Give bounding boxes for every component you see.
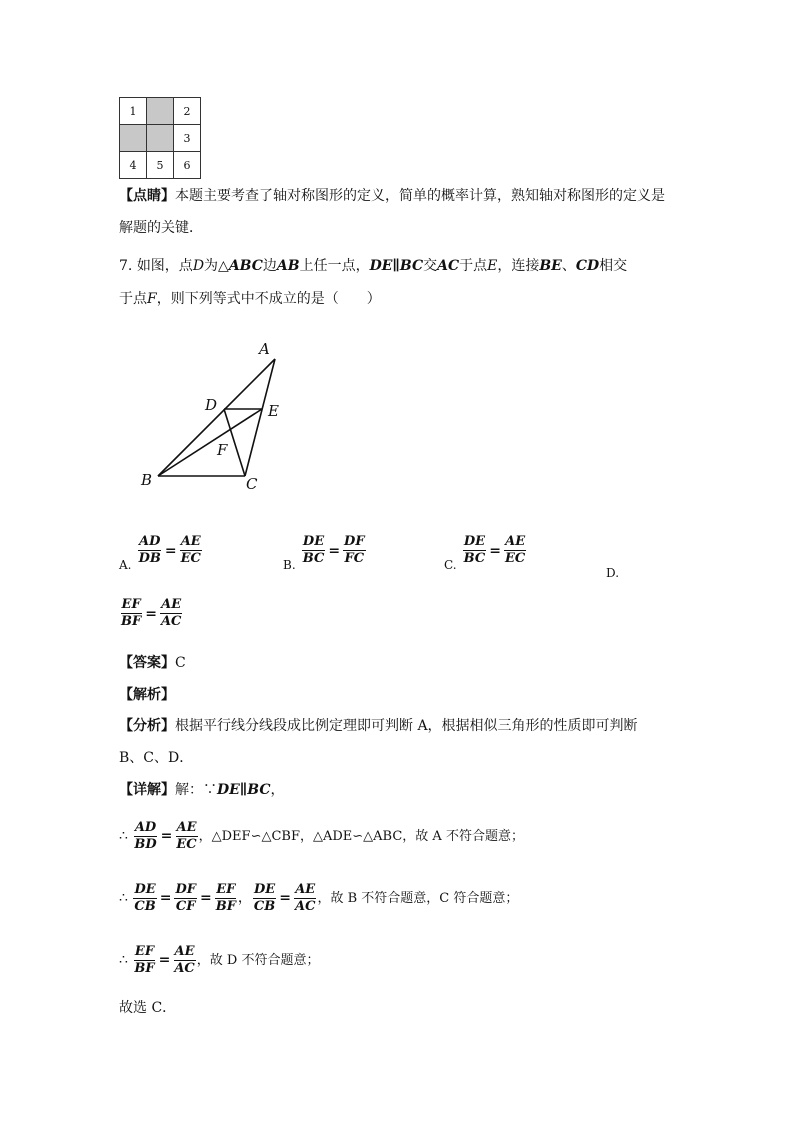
detail-condition: DE∥BC (217, 782, 271, 798)
option-a-label: A. (119, 558, 132, 572)
equals-sign: = (145, 605, 157, 622)
option-d[interactable] (119, 597, 183, 630)
frac-num: AE (295, 881, 316, 897)
frac-num: AE (161, 597, 182, 612)
frac-num: DF (344, 534, 365, 549)
label-a: A (259, 340, 270, 358)
detail-step-3 (119, 939, 319, 982)
detail-text: 解：∵ (175, 782, 217, 798)
fenxi-line-1 (119, 716, 638, 736)
frac-den: BD (134, 836, 157, 852)
fraction (215, 882, 237, 915)
frac-num: AE (505, 534, 526, 549)
frac-den: BC (463, 551, 486, 566)
frac-den: CB (253, 898, 276, 914)
fenxi-line-2 (119, 748, 193, 768)
option-c[interactable] (444, 534, 527, 572)
comment-text-2: 解题的关键． (119, 220, 203, 236)
fraction (133, 944, 155, 977)
final-answer-line (119, 998, 176, 1018)
frac-den: EC (504, 551, 526, 566)
q-segment-be: BE (539, 258, 562, 274)
q-segment-ab: AB (276, 258, 300, 274)
fraction (174, 882, 197, 915)
grid-cell-5: 5 (147, 152, 174, 179)
answer-value: C (175, 655, 186, 671)
question-line-2 (119, 289, 381, 309)
frac-num: DE (254, 881, 276, 897)
label-f: F (217, 441, 228, 459)
detail-comma: ， (270, 782, 285, 798)
frac-den: AC (174, 960, 195, 976)
therefore-symbol: ∴ (119, 952, 128, 968)
equals-sign: = (199, 890, 212, 906)
detail-step-2 (119, 877, 518, 920)
equals-sign: = (158, 952, 171, 968)
q-text: ，连接 (497, 258, 540, 274)
option-a[interactable] (119, 534, 203, 572)
fenxi-text-2: B、C、D． (119, 750, 194, 766)
frac-den: EC (176, 836, 197, 852)
detail-step-2-text: ，故 B 不符合题意，C 符合题意； (317, 891, 519, 906)
q-text: 边 (262, 258, 277, 274)
comment-line-2 (119, 218, 203, 238)
label-d: D (205, 396, 218, 414)
q-text: 如图，点 (136, 258, 193, 274)
therefore-symbol: ∴ (119, 890, 128, 906)
q-text: 相交 (599, 258, 628, 274)
q-triangle: △ABC (218, 258, 263, 274)
grid-cell-shaded (147, 98, 174, 125)
q-text: 于点 (459, 258, 488, 274)
question-line-1 (119, 256, 627, 276)
equals-sign: = (328, 542, 341, 559)
equals-sign: = (159, 890, 172, 906)
q-point-d: D (192, 258, 205, 274)
fraction (175, 820, 197, 853)
question-number: 7. (119, 258, 133, 274)
q-text: 于点 (119, 291, 147, 307)
q-segment-cd: CD (575, 258, 600, 274)
frac-num: DE (302, 534, 325, 549)
detail-line (119, 780, 284, 800)
fraction (343, 534, 366, 567)
grid-cell-1: 1 (120, 98, 147, 125)
q-text: 交 (423, 258, 438, 274)
detail-step-1 (119, 815, 524, 858)
fraction (133, 820, 157, 853)
q-segment-ac: AC (437, 258, 460, 274)
frac-den: DB (138, 551, 161, 566)
grid-cell-6: 6 (174, 152, 201, 179)
frac-num: EF (216, 881, 236, 897)
frac-den: BC (302, 551, 325, 566)
frac-den: BF (215, 898, 236, 914)
answer-tag: 【答案】 (119, 655, 175, 671)
therefore-symbol: ∴ (119, 828, 128, 844)
option-b-label: B. (283, 558, 296, 572)
detail-comma: ， (237, 890, 252, 906)
option-d-label: D. (606, 566, 620, 580)
q-point-e: E (487, 258, 498, 274)
frac-den: EC (180, 551, 201, 566)
frac-num: AE (180, 534, 201, 549)
frac-num: AE (176, 819, 197, 835)
label-c: C (246, 475, 258, 493)
number-grid (119, 97, 201, 179)
q-point-f: F (147, 291, 157, 307)
fraction (173, 944, 195, 977)
comment-tag: 【点睛】 (119, 188, 175, 204)
segment-be (158, 409, 262, 476)
grid-cell-4: 4 (120, 152, 147, 179)
fenxi-text-1: 根据平行线分线段成比例定理即可判断 A，根据相似三角形的性质即可判断 (175, 718, 638, 734)
label-b: B (141, 471, 153, 489)
q-parallel: DE∥BC (369, 258, 424, 274)
equals-sign: = (160, 828, 173, 844)
fraction (180, 534, 202, 567)
grid-cell-shaded (120, 125, 147, 152)
frac-den: CB (134, 898, 156, 914)
frac-den: AC (160, 614, 182, 629)
fraction (463, 534, 487, 567)
fraction (294, 882, 316, 915)
frac-num: AD (134, 819, 157, 835)
equals-sign: = (489, 542, 501, 559)
fraction (302, 534, 326, 567)
analysis-tag: 【解析】 (119, 687, 175, 703)
frac-den: FC (344, 551, 365, 566)
q-text: 为 (204, 258, 219, 274)
fraction (253, 882, 276, 915)
frac-num: DE (134, 881, 156, 897)
detail-tag: 【详解】 (119, 782, 175, 798)
frac-den: CF (175, 898, 196, 914)
analysis-heading (119, 685, 175, 705)
option-d-label-wrap[interactable] (606, 562, 619, 581)
label-e: E (268, 402, 279, 420)
frac-den: BF (121, 614, 142, 629)
detail-step-1-text: ，△DEF∽△CBF，△ADE∽△ABC，故 A 不符合题意； (198, 829, 524, 844)
fraction (504, 534, 526, 567)
fraction (138, 534, 162, 567)
frac-num: AD (139, 534, 161, 549)
grid-cell-2: 2 (174, 98, 201, 125)
comment-text-1: 本题主要考查了轴对称图形的定义，简单的概率计算，熟知轴对称图形的定义是 (175, 188, 665, 204)
frac-num: DE (463, 534, 486, 549)
fraction (133, 882, 156, 915)
frac-den: BF (134, 960, 155, 976)
triangle-figure (130, 335, 300, 500)
fenxi-tag: 【分析】 (119, 718, 175, 734)
frac-num: DF (175, 881, 196, 897)
q-text: ，则下列等式中不成立的是（ ） (156, 291, 381, 307)
frac-den: AC (295, 898, 316, 914)
frac-num: EF (121, 597, 141, 612)
final-answer-text: 故选 C． (119, 1000, 177, 1016)
option-c-label: C. (444, 558, 457, 572)
fraction (120, 597, 142, 630)
answer-line (119, 653, 186, 673)
q-text: 上任一点， (299, 258, 370, 274)
comment-line-1 (119, 186, 665, 206)
frac-num: AE (174, 943, 195, 959)
fraction (160, 597, 182, 630)
detail-step-3-text: ，故 D 不符合题意； (196, 953, 320, 968)
q-text: 、 (561, 258, 576, 274)
frac-num: EF (134, 943, 155, 959)
option-b[interactable] (283, 534, 367, 572)
grid-cell-3: 3 (174, 125, 201, 152)
equals-sign: = (279, 890, 291, 906)
grid-cell-shaded (147, 125, 174, 152)
equals-sign: = (164, 542, 177, 559)
